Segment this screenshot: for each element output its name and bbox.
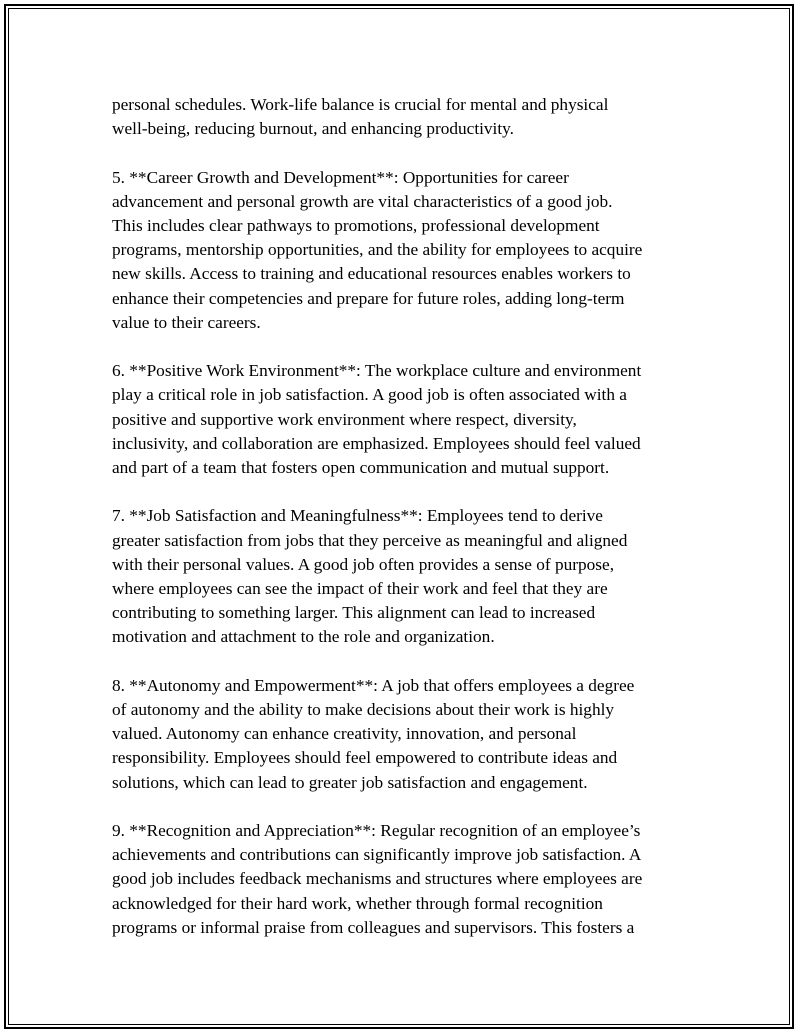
paragraph-job-satisfaction: 7. **Job Satisfaction and Meaningfulness**: Employees tend to derive greater satisfaction from jobs that they perceive as meaningful and aligned with their personal values. A good job often provides a sense of purpose, where employees can see the impact of their work and feel that they are contributing to something larger. This alignment can lead to increased motivation and attachment to the role and organization.	[112, 506, 628, 647]
document-body	[112, 93, 692, 964]
paragraph-career-growth: 5. **Career Growth and Development**: Opportunities for career advancement and personal growth are vital characteristics of a good job. This includes clear pathways to promotions, professional development programs, mentorship opportunities, and the ability for employees to acquire new skills. Access to training and educational resources enables workers to enhance their competencies and prepare for future roles, adding long-term value to their careers.	[112, 167, 643, 332]
paragraph-work-life-balance-continued: personal schedules. Work-life balance is crucial for mental and physical well-being, reducing burnout, and enhancing productivity.	[112, 95, 609, 139]
paragraph-recognition: 9. **Recognition and Appreciation**: Regular recognition of an employee’s achievements and contributions can significantly improve job satisfaction. A good job includes feedback mechanisms and structures where employees are acknowledged for their hard work, whether through formal recognition programs or informal praise from colleagues and supervisors. This fosters a	[112, 821, 643, 937]
paragraph-autonomy: 8. **Autonomy and Empowerment**: A job that offers employees a degree of autonomy and the ability to make decisions about their work is highly valued. Autonomy can enhance creativity, innovation, and personal responsibility. Employees should feel empowered to contribute ideas and solutions, which can lead to greater job satisfaction and engagement.	[112, 675, 635, 792]
paragraph-positive-work-environment: 6. **Positive Work Environment**: The workplace culture and environment play a critical role in job satisfaction. A good job is often associated with a positive and supportive work environment where respect, diversity, inclusivity, and collaboration are emphasized. Employees should feel valued and part of a team that fosters open communication and mutual support.	[112, 361, 642, 478]
